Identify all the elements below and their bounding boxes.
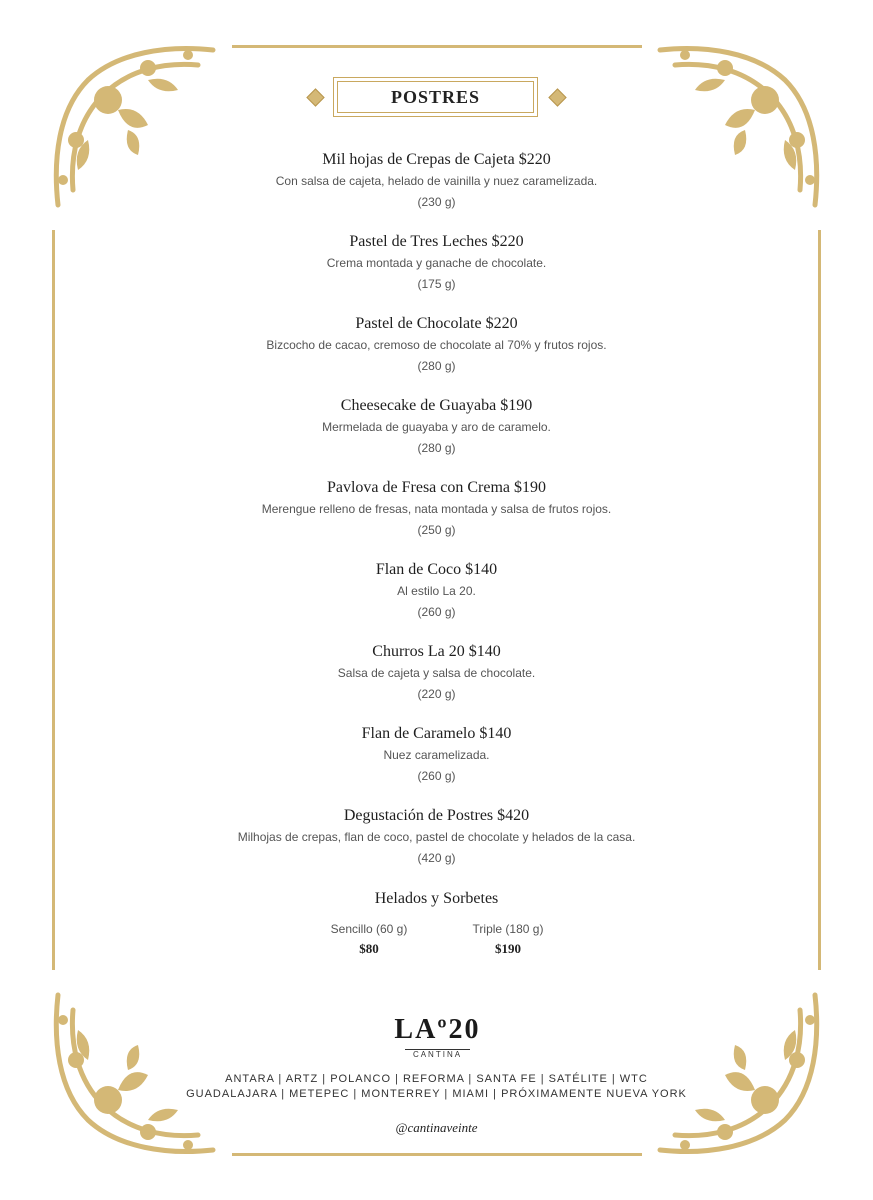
item-description: Merengue relleno de fresas, nata montada y salsa de frutos rojos. xyxy=(261,502,612,516)
item-description: Con salsa de cajeta, helado de vainilla y nuez caramelizada. xyxy=(275,174,598,188)
item-weight: (260 g) xyxy=(417,769,456,783)
menu-item xyxy=(0,396,873,478)
item-name: Mil hojas de Crepas de Cajeta $220 xyxy=(322,151,551,168)
locations-line-1: ANTARA | ARTZ | POLANCO | REFORMA | SANTA FE | SATÉLITE | WTC xyxy=(225,1073,648,1085)
menu-item xyxy=(0,314,873,396)
title-banner xyxy=(305,77,568,119)
item-name: Pastel de Chocolate $220 xyxy=(355,315,518,332)
item-weight: (280 g) xyxy=(417,359,456,373)
item-description: Milhojas de crepas, flan de coco, pastel de chocolate y helados de la casa. xyxy=(237,830,636,844)
title-box xyxy=(333,77,538,117)
item-name: Cheesecake de Guayaba $190 xyxy=(340,397,533,414)
menu-item xyxy=(0,478,873,560)
frame-top-line xyxy=(232,45,642,48)
item-weight: (220 g) xyxy=(417,687,456,701)
item-name: Pavlova de Fresa con Crema $190 xyxy=(326,479,547,496)
option-label: Sencillo (60 g) xyxy=(330,922,408,936)
item-name: Pastel de Tres Leches $220 xyxy=(349,233,524,250)
diamond-right-icon xyxy=(548,88,566,106)
menu-item xyxy=(0,232,873,314)
item-weight: (280 g) xyxy=(417,441,456,455)
item-name: Degustación de Postres $420 xyxy=(343,807,530,824)
option-price: $190 xyxy=(495,941,521,956)
menu-item xyxy=(0,642,873,724)
item-name: Churros La 20 $140 xyxy=(372,643,501,660)
menu-item xyxy=(0,150,873,232)
item-weight: (175 g) xyxy=(417,277,456,291)
item-description: Salsa de cajeta y salsa de chocolate. xyxy=(337,666,536,680)
logo-wordmark: LAº20 xyxy=(394,1014,481,1045)
logo-subtitle: CANTINA xyxy=(405,1049,470,1060)
item-weight: (420 g) xyxy=(417,851,456,865)
option-price: $80 xyxy=(359,941,379,956)
menu-item xyxy=(0,724,873,806)
item-weight: (260 g) xyxy=(417,605,456,619)
item-name: Flan de Coco $140 xyxy=(375,561,498,578)
menu-item xyxy=(0,560,873,642)
helados-option xyxy=(433,920,583,960)
brand-logo xyxy=(380,1014,495,1059)
item-weight: (230 g) xyxy=(417,195,456,209)
dessert-menu xyxy=(0,150,873,888)
locations-line-2: GUADALAJARA | METEPEC | MONTERREY | MIAMI | PRÓXIMAMENTE NUEVA YORK xyxy=(186,1088,687,1100)
helados-option xyxy=(294,920,444,960)
item-name: Flan de Caramelo $140 xyxy=(361,725,512,742)
item-description: Bizcocho de cacao, cremoso de chocolate al 70% y frutos rojos. xyxy=(266,338,607,352)
helados-title: Helados y Sorbetes xyxy=(374,890,499,907)
frame-bottom-line xyxy=(232,1153,642,1156)
menu-item xyxy=(0,806,873,888)
page-title: POSTRES xyxy=(390,86,481,107)
item-description: Al estilo La 20. xyxy=(397,584,476,598)
item-description: Nuez caramelizada. xyxy=(383,748,490,762)
diamond-left-icon xyxy=(306,88,324,106)
item-description: Mermelada de guayaba y aro de caramelo. xyxy=(322,420,551,434)
item-description: Crema montada y ganache de chocolate. xyxy=(326,256,547,270)
social-handle: @cantinaveinte xyxy=(395,1120,478,1135)
option-label: Triple (180 g) xyxy=(472,922,544,936)
item-weight: (250 g) xyxy=(417,523,456,537)
